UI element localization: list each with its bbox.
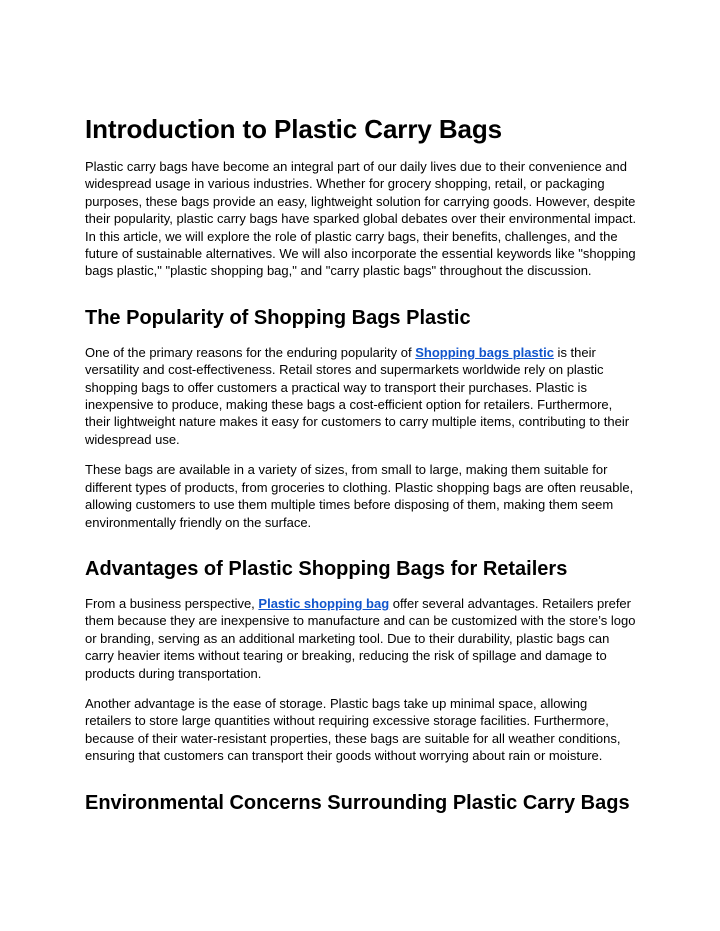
section-spacer [85,778,637,790]
paragraph-text: is their versatility and cost-effectiveness. Retail stores and supermarkets worldwide rely on plastic shopping bags to offer customers a practical way to transport their purchases. Plastic is inexpensive to produce, making these bags a cost-efficient option for retailers. Furthermore, their lightweight nature makes it easy for customers to carry multiple items, contributing to their widespread use. [85,344,630,447]
section-heading-environmental: Environmental Concerns Surrounding Plastic Carry Bags [85,791,630,814]
advantages-paragraph-2: Another advantage is the ease of storage. Plastic bags take up minimal space, allowing retailers to store large quantities without requiring excessive storage facilities. Furthermore, because of their water-resistant properties, these bags are suitable for all weather conditions, ensuring that customers can transport their goods without worrying about rain or moisture. [85,695,621,764]
advantages-paragraph-1 [85,595,637,682]
popularity-paragraph-1 [85,344,637,448]
section-spacer [85,544,637,556]
popularity-paragraph-2: These bags are available in a variety of sizes, from small to large, making them suitable for different types of products, from groceries to clothing. Plastic shopping bags are often reusable, allowing customers to use them multiple times before disposing of them, making them seem environmentally friendly on the surface. [85,462,634,530]
shopping-bags-plastic-link[interactable]: Shopping bags plastic [415,344,554,360]
plastic-shopping-bag-link[interactable]: Plastic shopping bag [258,595,390,611]
section-heading-advantages: Advantages of Plastic Shopping Bags for Retailers [85,557,568,580]
page-title: Introduction to Plastic Carry Bags [85,114,503,144]
paragraph-text: From a business perspective, [85,595,259,611]
section-spacer [85,293,637,305]
paragraph-text: offer several advantages. Retailers prefer them because they are inexpensive to manufacture and can be customized with the store’s logo or branding, serving as an additional marketing tool. Due to their durability, plastic bags can carry heavier items without tearing or breaking, reducing the risk of spillage and damage to products during transportation. [85,595,636,681]
document-page [85,112,637,829]
paragraph-text: One of the primary reasons for the enduring popularity of [85,344,416,360]
intro-paragraph: Plastic carry bags have become an integral part of our daily lives due to their convenience and widespread usage in various industries. Whether for grocery shopping, retail, or packaging purposes, these bags provide an easy, lightweight solution for carrying goods. However, despite their popularity, plastic carry bags have sparked global debates over their environmental impact. In this article, we will explore the role of plastic carry bags, their benefits, challenges, and the future of sustainable alternatives. We will also incorporate the essential keywords like "shopping bags plastic," "plastic shopping bag," and "carry plastic bags" throughout the discussion. [85,159,637,279]
section-heading-popularity: The Popularity of Shopping Bags Plastic [85,306,471,329]
